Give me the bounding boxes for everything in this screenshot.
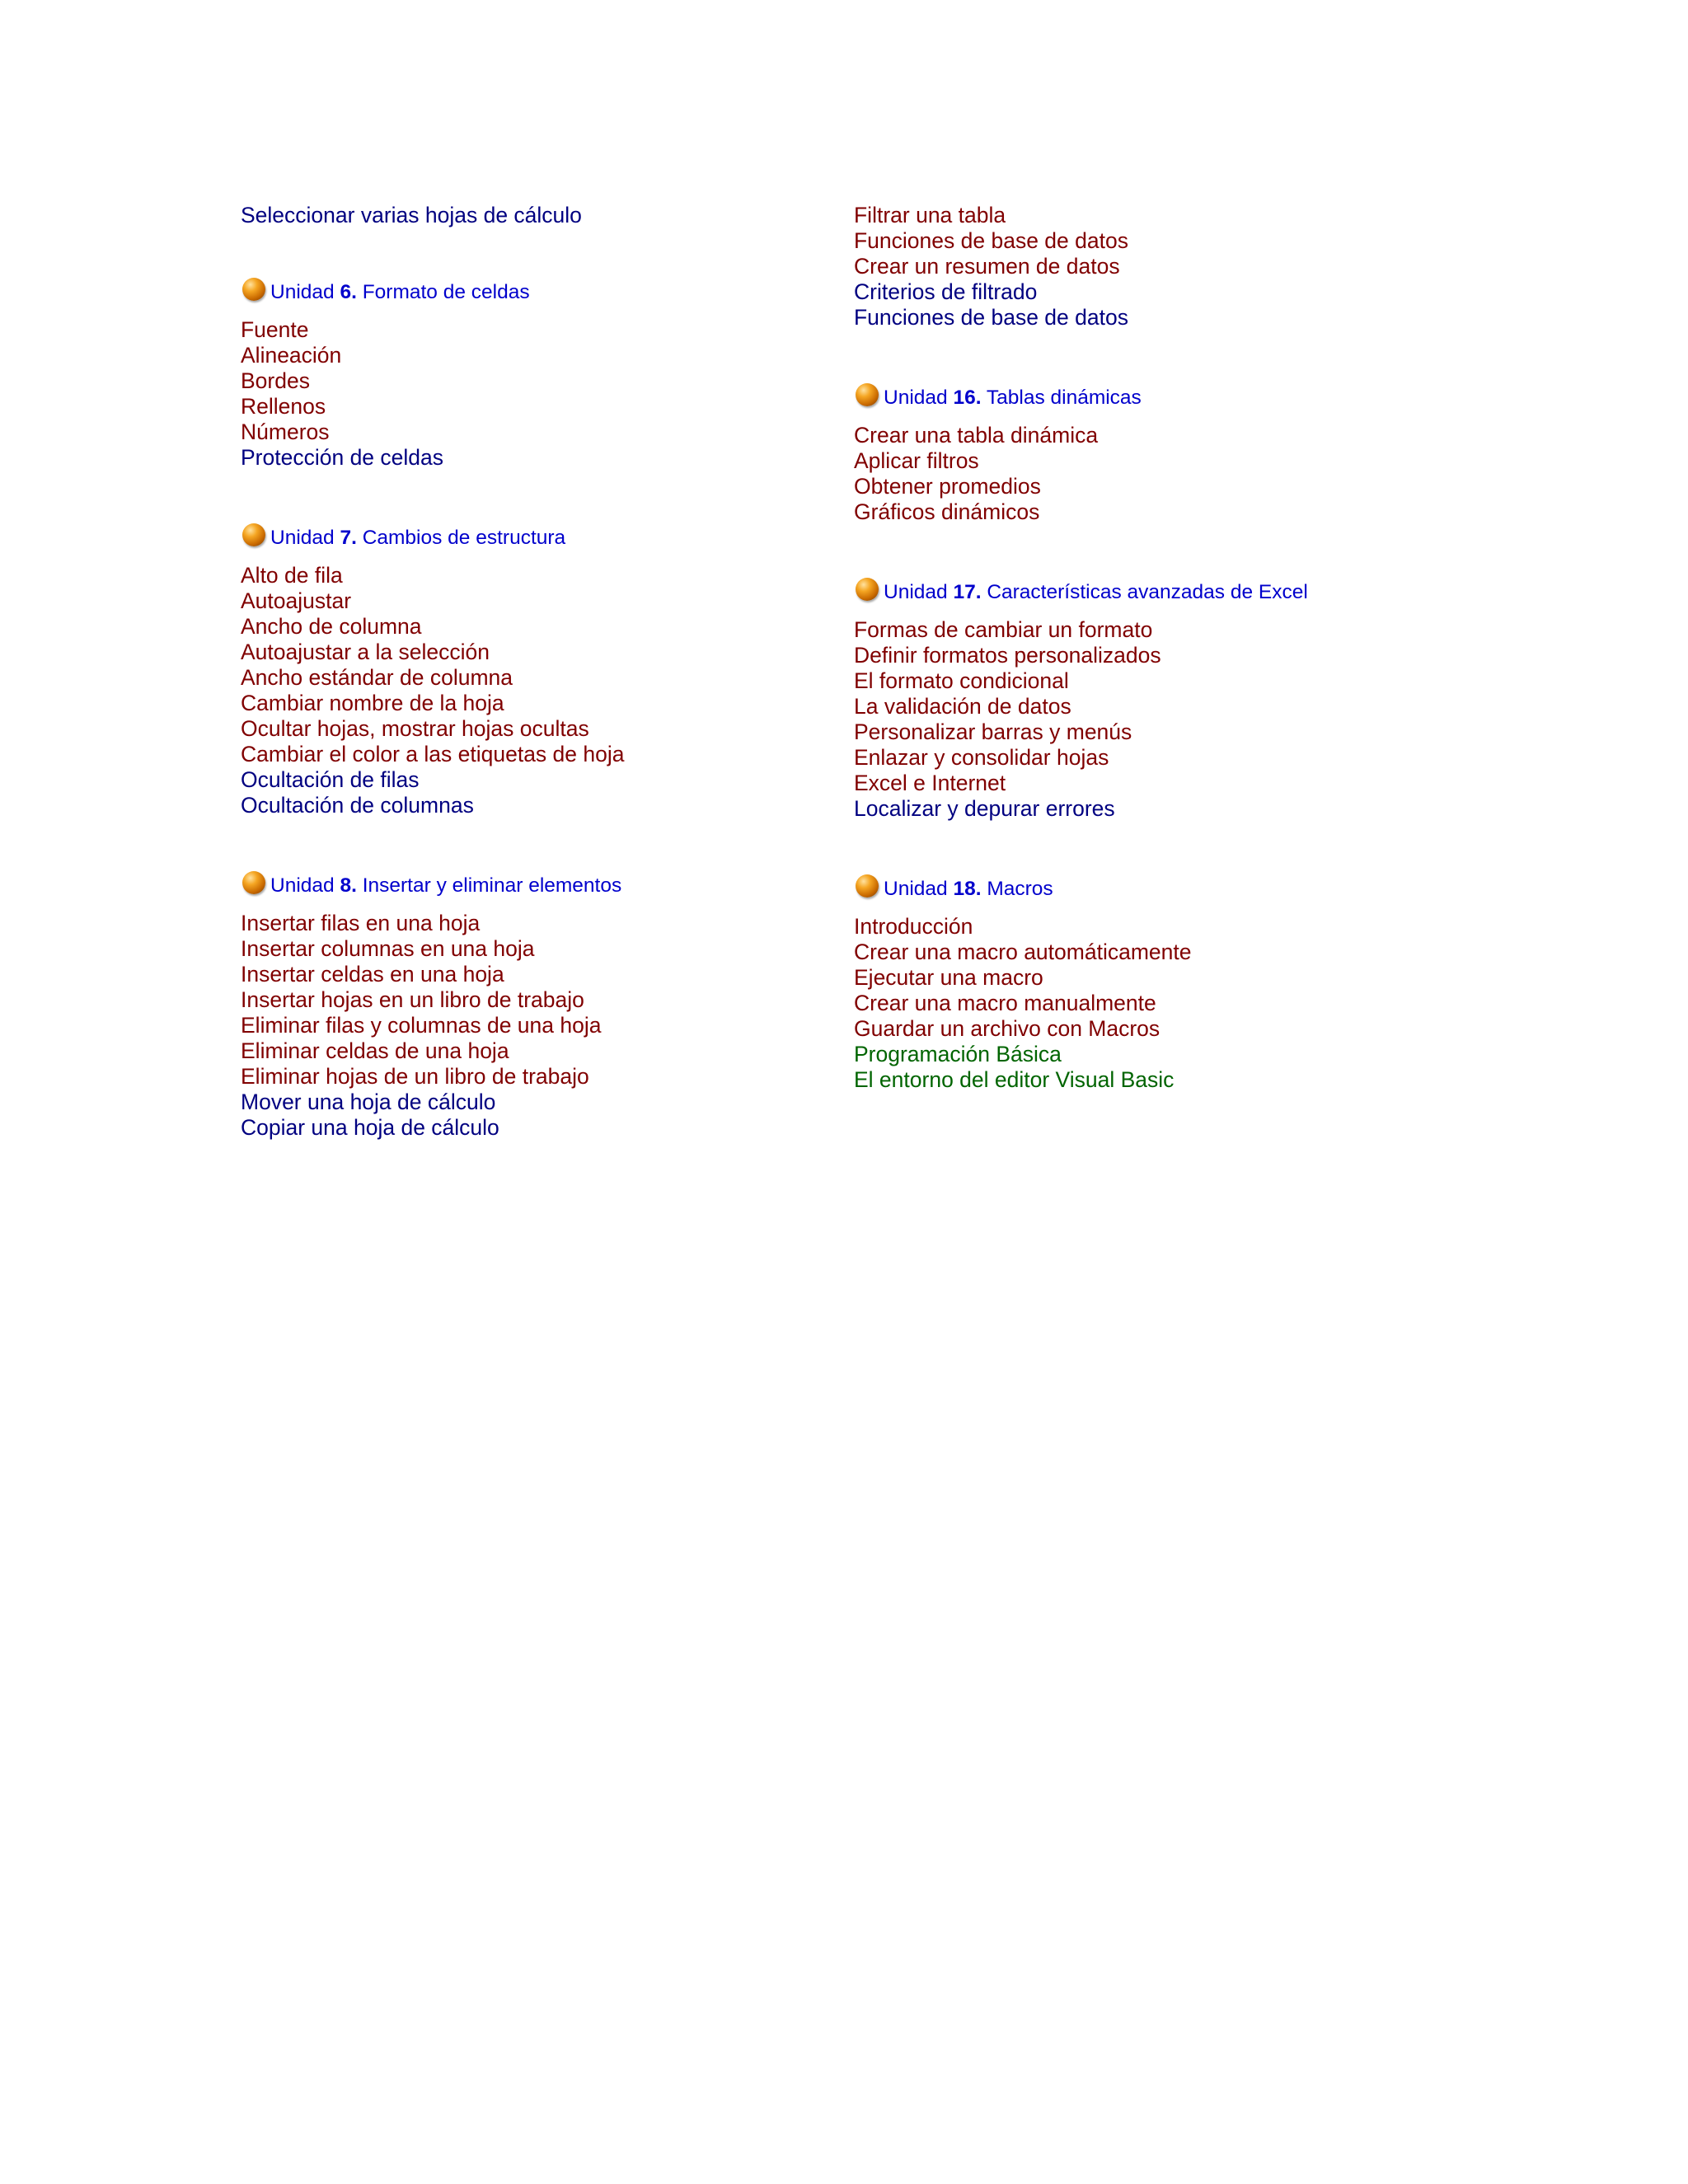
unit-header-18[interactable] <box>854 876 1596 902</box>
unit-title: Insertar y eliminar elementos <box>356 874 622 897</box>
orange-ball-icon <box>856 383 879 406</box>
top-link[interactable]: Funciones de base de datos <box>854 305 1128 330</box>
unit-prefix: Unidad <box>884 878 954 900</box>
unit-header-17[interactable] <box>854 579 1596 605</box>
lesson-link[interactable]: Definir formatos personalizados <box>854 643 1161 668</box>
lesson-link[interactable]: Fuente <box>241 317 309 342</box>
unit-prefix: Unidad <box>270 874 340 897</box>
lesson-link[interactable]: Alineación <box>241 343 342 368</box>
left-column <box>241 203 818 1141</box>
top-link[interactable]: Funciones de base de datos <box>854 228 1128 253</box>
lesson-link[interactable]: Ejecutar una macro <box>854 965 1043 990</box>
lesson-link[interactable]: Ocultación de columnas <box>241 793 474 818</box>
unit-number: 18. <box>953 878 982 900</box>
top-link[interactable]: Criterios de filtrado <box>854 279 1038 304</box>
right-unit-18 <box>854 876 1596 1093</box>
lesson-link[interactable]: Cambiar el color a las etiquetas de hoja <box>241 742 625 766</box>
orange-ball-icon <box>856 578 879 601</box>
lesson-link[interactable]: Personalizar barras y menús <box>854 719 1132 744</box>
lesson-link[interactable]: Alto de fila <box>241 563 343 588</box>
lesson-link[interactable]: Aplicar filtros <box>854 448 979 473</box>
orange-ball-icon <box>856 874 879 898</box>
lesson-link[interactable]: El entorno del editor Visual Basic <box>854 1067 1175 1092</box>
lesson-link[interactable]: Guardar un archivo con Macros <box>854 1016 1160 1041</box>
lesson-link[interactable]: Números <box>241 419 330 444</box>
unit-header-16[interactable] <box>854 385 1596 410</box>
unit-title: Cambios de estructura <box>356 527 566 549</box>
right-units <box>854 385 1596 1093</box>
lesson-link[interactable]: Bordes <box>241 368 310 393</box>
lesson-link[interactable]: Ancho estándar de columna <box>241 665 513 690</box>
lesson-link[interactable]: Eliminar filas y columnas de una hoja <box>241 1013 602 1038</box>
lesson-link[interactable]: Protección de celdas <box>241 445 444 470</box>
orange-ball-icon <box>242 523 265 546</box>
lesson-link[interactable]: El formato condicional <box>854 668 1069 693</box>
lesson-link[interactable]: Gráficos dinámicos <box>854 499 1040 524</box>
left-unit-7 <box>241 525 818 818</box>
right-unit-17 <box>854 579 1596 822</box>
top-link[interactable]: Crear un resumen de datos <box>854 254 1120 279</box>
lesson-link[interactable]: Insertar filas en una hoja <box>241 911 481 935</box>
unit-number: 8. <box>340 874 357 897</box>
lesson-link[interactable]: Localizar y depurar errores <box>854 796 1115 821</box>
lesson-link[interactable]: Programación Básica <box>854 1042 1062 1066</box>
lesson-link[interactable]: Cambiar nombre de la hoja <box>241 691 504 715</box>
unit-prefix: Unidad <box>270 527 340 549</box>
unit-number: 6. <box>340 281 357 303</box>
orange-ball-icon <box>242 278 265 301</box>
unit-header-8[interactable] <box>241 873 818 898</box>
top-link[interactable]: Seleccionar varias hojas de cálculo <box>241 203 582 227</box>
lesson-link[interactable]: Insertar columnas en una hoja <box>241 936 535 961</box>
left-unit-6 <box>241 279 818 471</box>
right-unit-16 <box>854 385 1596 525</box>
unit-header-7[interactable] <box>241 525 818 551</box>
unit-number: 17. <box>953 581 982 603</box>
lesson-link[interactable]: Eliminar hojas de un libro de trabajo <box>241 1064 589 1089</box>
unit-number: 7. <box>340 527 357 549</box>
unit-title: Características avanzadas de Excel <box>981 581 1308 603</box>
orange-ball-icon <box>242 871 265 894</box>
lesson-link[interactable]: Ocultar hojas, mostrar hojas ocultas <box>241 716 589 741</box>
lesson-link[interactable]: Insertar hojas en un libro de trabajo <box>241 987 584 1012</box>
lesson-link[interactable]: Crear una macro manualmente <box>854 991 1156 1015</box>
left-unit-8 <box>241 873 818 1141</box>
lesson-link[interactable]: Formas de cambiar un formato <box>854 617 1153 642</box>
lesson-link[interactable]: Crear una tabla dinámica <box>854 423 1099 448</box>
lesson-link[interactable]: Enlazar y consolidar hojas <box>854 745 1109 770</box>
lesson-link[interactable]: Autoajustar <box>241 588 352 613</box>
lesson-link[interactable]: Insertar celdas en una hoja <box>241 962 504 987</box>
unit-number: 16. <box>953 387 982 409</box>
right-column <box>854 203 1596 1093</box>
unit-title: Formato de celdas <box>356 281 530 303</box>
right-top-links <box>854 203 1596 330</box>
lesson-link[interactable]: Introducción <box>854 914 973 939</box>
lesson-link[interactable]: Ancho de columna <box>241 614 422 639</box>
lesson-link[interactable]: Ocultación de filas <box>241 767 420 792</box>
unit-prefix: Unidad <box>270 281 340 303</box>
lesson-link[interactable]: Crear una macro automáticamente <box>854 940 1192 964</box>
lesson-link[interactable]: Rellenos <box>241 394 326 419</box>
top-link[interactable]: Filtrar una tabla <box>854 203 1006 227</box>
unit-title: Tablas dinámicas <box>981 387 1142 409</box>
unit-prefix: Unidad <box>884 387 954 409</box>
lesson-link[interactable]: Mover una hoja de cálculo <box>241 1090 496 1114</box>
unit-prefix: Unidad <box>884 581 954 603</box>
lesson-link[interactable]: La validación de datos <box>854 694 1071 719</box>
lesson-link[interactable]: Copiar una hoja de cálculo <box>241 1115 499 1140</box>
unit-title: Macros <box>981 878 1053 900</box>
lesson-link[interactable]: Autoajustar a la selección <box>241 640 490 664</box>
lesson-link[interactable]: Eliminar celdas de una hoja <box>241 1038 509 1063</box>
lesson-link[interactable]: Excel e Internet <box>854 771 1006 795</box>
left-units <box>241 279 818 1141</box>
lesson-link[interactable]: Obtener promedios <box>854 474 1041 499</box>
unit-header-6[interactable] <box>241 279 818 305</box>
